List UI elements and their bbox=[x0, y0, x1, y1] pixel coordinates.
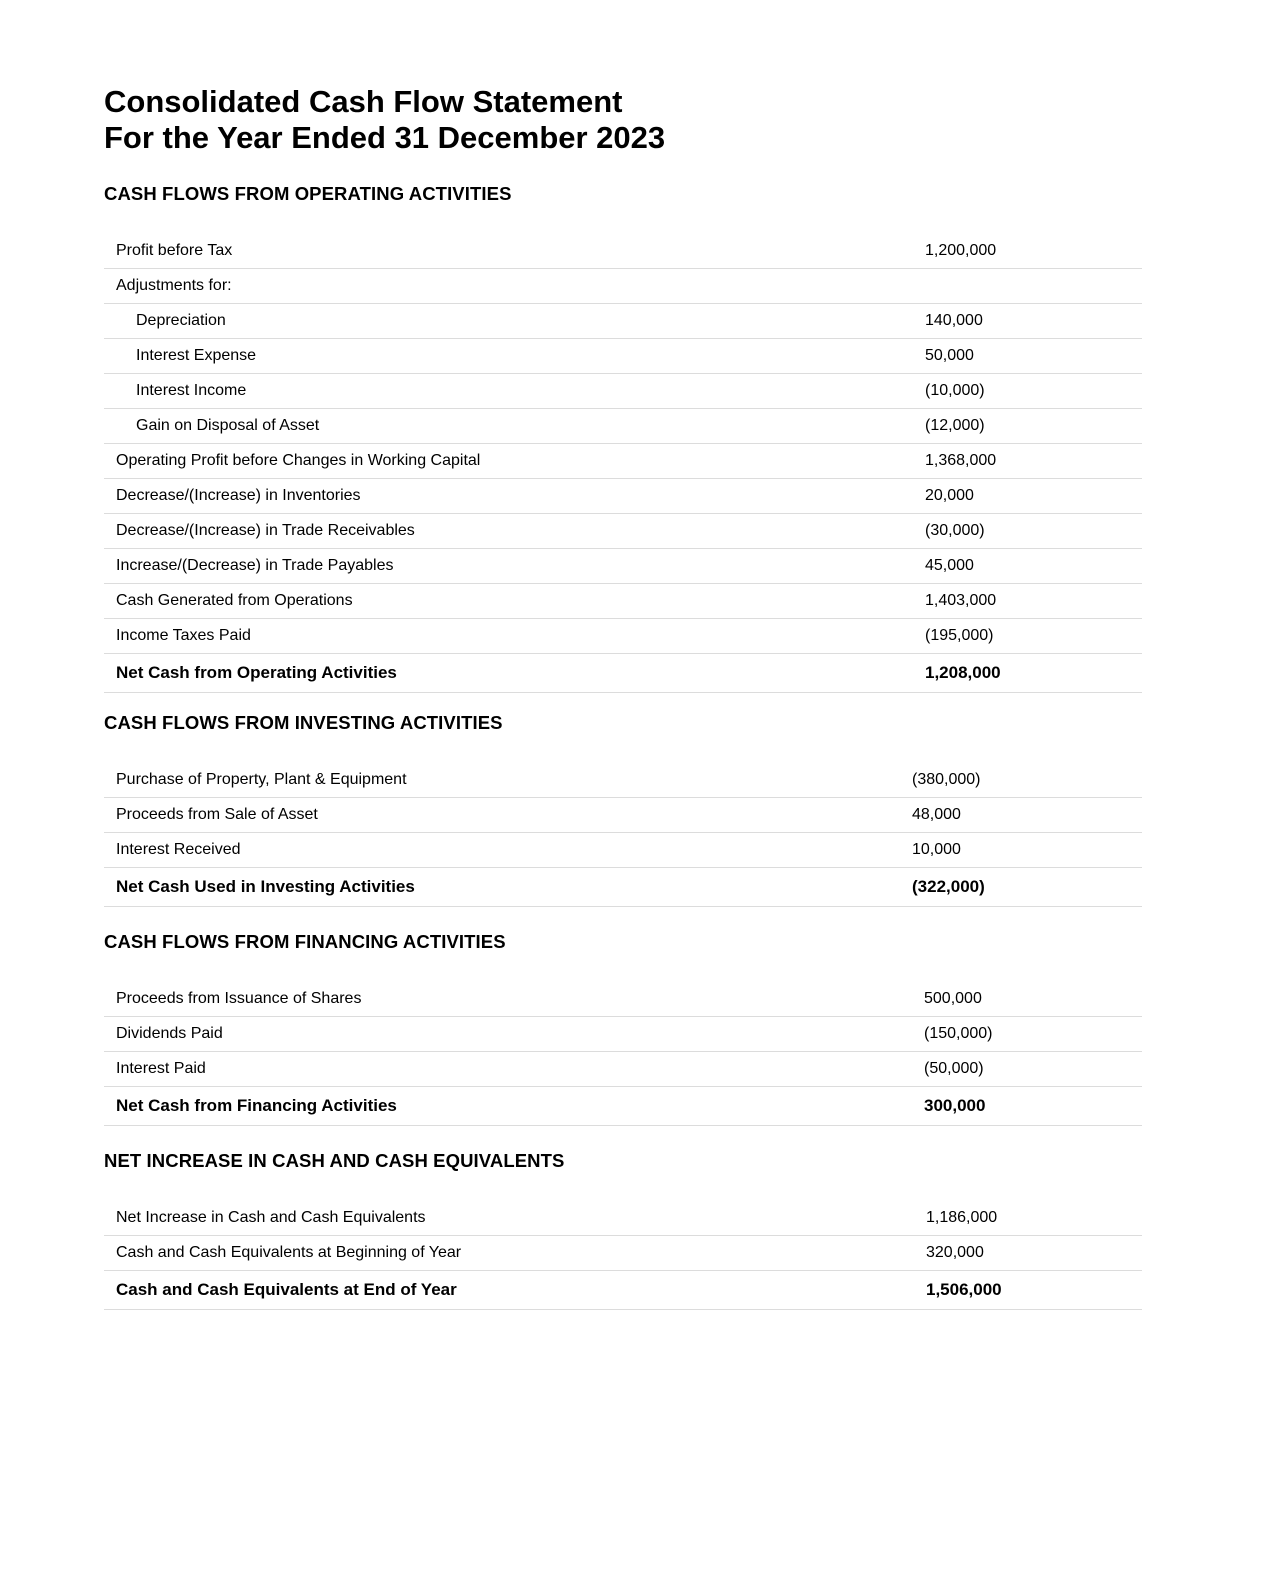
row-label: Interest Income bbox=[104, 374, 913, 409]
row-value: (10,000) bbox=[913, 374, 1142, 409]
statement-period: For the Year Ended 31 December 2023 bbox=[104, 120, 666, 155]
row-label: Interest Received bbox=[104, 833, 900, 868]
row-label: Proceeds from Sale of Asset bbox=[104, 798, 900, 833]
row-label: Profit before Tax bbox=[104, 234, 913, 269]
row-value: 140,000 bbox=[913, 304, 1142, 339]
row-label: Purchase of Property, Plant & Equipment bbox=[104, 763, 900, 798]
table-row bbox=[104, 763, 1142, 798]
total-label: Net Cash from Financing Activities bbox=[104, 1087, 912, 1126]
total-row bbox=[104, 654, 1142, 693]
total-label: Cash and Cash Equivalents at End of Year bbox=[104, 1271, 914, 1310]
operating-heading: CASH FLOWS FROM OPERATING ACTIVITIES bbox=[104, 183, 512, 204]
table-row bbox=[104, 409, 1142, 444]
row-value: (50,000) bbox=[912, 1052, 1142, 1087]
table-row bbox=[104, 269, 1142, 304]
document-header bbox=[104, 84, 1142, 156]
row-value: (150,000) bbox=[912, 1017, 1142, 1052]
investing-heading: CASH FLOWS FROM INVESTING ACTIVITIES bbox=[104, 712, 503, 733]
table-row bbox=[104, 339, 1142, 374]
row-value: 1,186,000 bbox=[914, 1201, 1142, 1236]
row-label: Adjustments for: bbox=[104, 269, 913, 304]
row-value: 320,000 bbox=[914, 1236, 1142, 1271]
row-value: 10,000 bbox=[900, 833, 1142, 868]
total-row bbox=[104, 1271, 1142, 1310]
table-row bbox=[104, 234, 1142, 269]
row-value bbox=[913, 269, 1142, 304]
row-value: 1,368,000 bbox=[913, 444, 1142, 479]
table-row bbox=[104, 1236, 1142, 1271]
row-value: (12,000) bbox=[913, 409, 1142, 444]
table-row bbox=[104, 1201, 1142, 1236]
row-label: Cash Generated from Operations bbox=[104, 584, 913, 619]
row-label: Net Increase in Cash and Cash Equivalents bbox=[104, 1201, 914, 1236]
table-row bbox=[104, 514, 1142, 549]
financing-table bbox=[104, 982, 1142, 1126]
investing-table bbox=[104, 763, 1142, 907]
total-row bbox=[104, 1087, 1142, 1126]
row-value: 20,000 bbox=[913, 479, 1142, 514]
row-label: Income Taxes Paid bbox=[104, 619, 913, 654]
total-value: 1,208,000 bbox=[913, 654, 1142, 693]
row-label: Decrease/(Increase) in Trade Receivables bbox=[104, 514, 913, 549]
table-row bbox=[104, 982, 1142, 1017]
total-label: Net Cash Used in Investing Activities bbox=[104, 868, 900, 907]
net-increase-section bbox=[104, 1150, 1142, 1310]
row-label: Decrease/(Increase) in Inventories bbox=[104, 479, 913, 514]
row-value: 45,000 bbox=[913, 549, 1142, 584]
table-row bbox=[104, 619, 1142, 654]
table-row bbox=[104, 444, 1142, 479]
table-row bbox=[104, 374, 1142, 409]
row-value: 500,000 bbox=[912, 982, 1142, 1017]
row-label: Cash and Cash Equivalents at Beginning of Year bbox=[104, 1236, 914, 1271]
row-label: Operating Profit before Changes in Working Capital bbox=[104, 444, 913, 479]
row-value: 1,403,000 bbox=[913, 584, 1142, 619]
row-label: Gain on Disposal of Asset bbox=[104, 409, 913, 444]
row-value: (195,000) bbox=[913, 619, 1142, 654]
table-row bbox=[104, 798, 1142, 833]
row-value: 50,000 bbox=[913, 339, 1142, 374]
table-row bbox=[104, 1017, 1142, 1052]
table-row bbox=[104, 304, 1142, 339]
financing-heading: CASH FLOWS FROM FINANCING ACTIVITIES bbox=[104, 931, 506, 952]
row-label: Dividends Paid bbox=[104, 1017, 912, 1052]
table-row bbox=[104, 1052, 1142, 1087]
row-value: (30,000) bbox=[913, 514, 1142, 549]
statement-title: Consolidated Cash Flow Statement bbox=[104, 84, 623, 119]
row-label: Proceeds from Issuance of Shares bbox=[104, 982, 912, 1017]
row-label: Interest Paid bbox=[104, 1052, 912, 1087]
table-row bbox=[104, 479, 1142, 514]
table-row bbox=[104, 584, 1142, 619]
row-label: Increase/(Decrease) in Trade Payables bbox=[104, 549, 913, 584]
row-value: 48,000 bbox=[900, 798, 1142, 833]
investing-section bbox=[104, 712, 1142, 907]
total-value: 300,000 bbox=[912, 1087, 1142, 1126]
net-increase-heading: NET INCREASE IN CASH AND CASH EQUIVALENTS bbox=[104, 1150, 565, 1171]
table-row bbox=[104, 833, 1142, 868]
row-label: Interest Expense bbox=[104, 339, 913, 374]
row-value: (380,000) bbox=[900, 763, 1142, 798]
total-value: (322,000) bbox=[900, 868, 1142, 907]
financing-section bbox=[104, 931, 1142, 1126]
total-value: 1,506,000 bbox=[914, 1271, 1142, 1310]
total-label: Net Cash from Operating Activities bbox=[104, 654, 913, 693]
operating-section bbox=[104, 183, 1142, 693]
row-label: Depreciation bbox=[104, 304, 913, 339]
net-increase-table bbox=[104, 1201, 1142, 1310]
table-row bbox=[104, 549, 1142, 584]
row-value: 1,200,000 bbox=[913, 234, 1142, 269]
operating-table bbox=[104, 234, 1142, 693]
total-row bbox=[104, 868, 1142, 907]
